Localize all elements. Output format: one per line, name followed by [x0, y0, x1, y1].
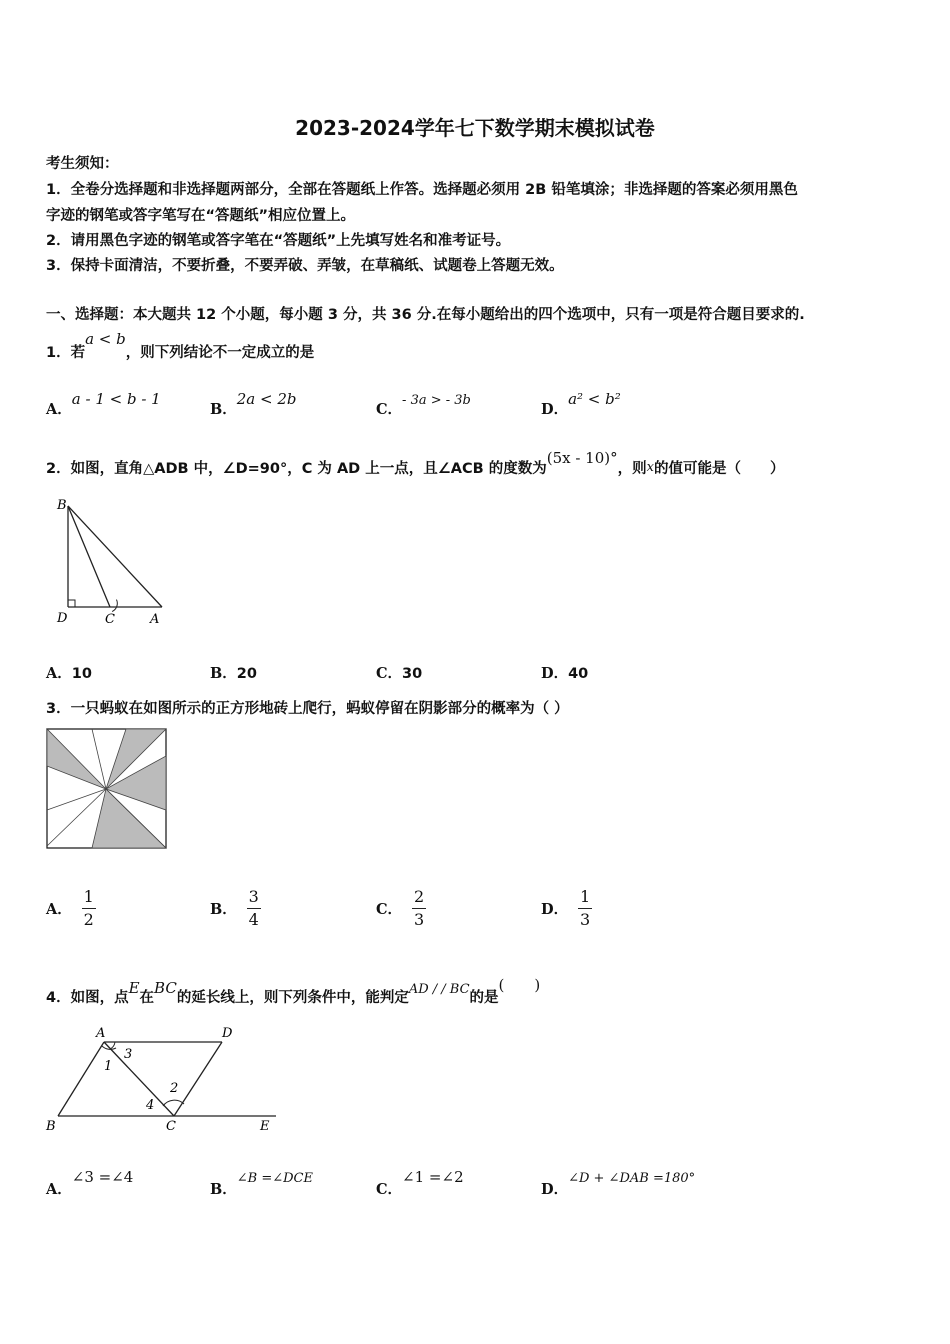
option-letter: C．	[376, 665, 403, 682]
q4-option-a[interactable]	[46, 1168, 134, 1199]
q1-option-d[interactable]	[541, 390, 621, 419]
option-fraction	[247, 888, 261, 929]
side-dc	[174, 1042, 222, 1116]
label-b: B	[57, 498, 67, 513]
q2-option-c[interactable]	[376, 662, 422, 683]
label-angle-3: 3	[124, 1047, 133, 1062]
label-d: D	[57, 611, 68, 626]
option-letter: B．	[210, 401, 237, 418]
q2-option-b[interactable]	[210, 662, 257, 683]
q1-prefix: 1．若	[46, 345, 86, 361]
q1-option-c[interactable]	[376, 393, 471, 419]
label-a: A	[96, 1026, 106, 1041]
q3-stem: 3．一只蚂蚁在如图所示的正方形地砖上爬行，蚂蚁停留在阴影部分的概率为（ ）	[46, 701, 569, 717]
q2-expression: (5x - 10)°	[546, 449, 618, 467]
option-letter: C．	[376, 1181, 403, 1198]
right-angle-mark	[68, 600, 75, 607]
option-letter: B．	[210, 665, 237, 682]
denominator: 3	[413, 910, 425, 929]
label-angle-1: 1	[104, 1059, 113, 1074]
q2-variable: x	[646, 460, 654, 475]
fraction-bar	[578, 908, 592, 909]
option-letter: A．	[46, 901, 72, 918]
denominator: 4	[248, 910, 259, 929]
option-letter: C．	[376, 901, 403, 918]
option-value: ∠D + ∠DAB =180°	[568, 1171, 696, 1186]
option-value: 2a < 2b	[236, 390, 297, 408]
option-fraction	[412, 888, 426, 929]
option-value: 20	[236, 666, 257, 682]
angle-arc	[108, 600, 120, 612]
numerator: 2	[413, 887, 425, 906]
q4-part-2: 在	[139, 990, 155, 1006]
q4-point-e: E	[128, 979, 140, 997]
section-heading: 一、选择题：本大题共 12 个小题，每小题 3 分，共 36 分.在每小题给出的四个选项中，只有一项是符合题目要求的.	[46, 307, 805, 323]
option-value: 10	[71, 666, 92, 682]
option-value: - 3a > - 3b	[402, 393, 471, 408]
option-letter: D．	[541, 665, 569, 682]
q4-part-3: 的延长线上，则下列条件中，能判定	[176, 990, 409, 1006]
q2-triangle-figure	[48, 494, 178, 630]
option-value: a - 1 < b - 1	[71, 390, 161, 408]
option-value: a² < b²	[568, 390, 621, 408]
fraction-bar	[247, 908, 261, 909]
label-c: C	[166, 1119, 176, 1134]
option-value: ∠3 =∠4	[71, 1168, 134, 1186]
page-title: 2023-2024学年七下数学期末模拟试卷	[295, 116, 655, 140]
q3-square-tile-figure	[46, 728, 168, 850]
q4-segment-bc: BC	[154, 979, 177, 997]
q1-option-b[interactable]	[210, 390, 297, 419]
q1-suffix: ，则下列结论不一定成立的是	[125, 345, 315, 361]
q1-stem	[46, 330, 315, 362]
q4-option-c[interactable]	[376, 1168, 464, 1199]
q4-option-d[interactable]	[541, 1171, 696, 1199]
option-letter: B．	[210, 901, 237, 918]
numerator: 1	[579, 887, 591, 906]
q1-condition: a < b	[85, 330, 126, 348]
denominator: 2	[83, 910, 94, 929]
side-ab	[58, 1042, 104, 1116]
angle-arc-3	[110, 1042, 115, 1049]
q4-option-b[interactable]	[210, 1171, 313, 1199]
q1-option-a[interactable]	[46, 390, 161, 419]
option-letter: C．	[376, 401, 403, 418]
notice-heading: 考生须知：	[46, 156, 119, 172]
option-value: ∠B =∠DCE	[236, 1171, 313, 1186]
q3-option-b[interactable]	[210, 888, 261, 929]
numerator: 3	[248, 887, 259, 906]
option-letter: A．	[46, 665, 72, 682]
option-value: 40	[568, 666, 589, 682]
q3-option-c[interactable]	[376, 888, 426, 929]
q4-stem	[46, 976, 541, 1007]
label-e: E	[260, 1119, 270, 1134]
notice-line-1: 1．全卷分选择题和非选择题两部分，全部在答题纸上作答。选择题必须用 2B 铅笔填涂；非选择题的答案必须用黑色	[46, 182, 798, 198]
label-d: D	[222, 1026, 233, 1041]
option-fraction	[82, 888, 96, 929]
q4-parallelogram-figure	[44, 1022, 280, 1138]
option-letter: A．	[46, 1181, 72, 1198]
notice-line-3: 3．保持卡面清洁，不要折叠，不要弄破、弄皱，在草稿纸、试题卷上答题无效。	[46, 258, 564, 274]
q4-part-4: 的是	[469, 990, 499, 1006]
fraction-bar	[412, 908, 426, 909]
option-value: 30	[402, 666, 423, 682]
q4-condition: AD / / BC	[408, 982, 470, 997]
option-letter: D．	[541, 401, 569, 418]
label-c: C	[105, 612, 115, 627]
side-ba	[68, 506, 162, 607]
q3-option-d[interactable]	[541, 888, 592, 929]
option-fraction	[578, 888, 592, 929]
notice-line-2: 2．请用黑色字迹的钢笔或答字笔在“答题纸”上先填写姓名和准考证号。	[46, 233, 511, 249]
label-angle-4: 4	[146, 1098, 155, 1113]
label-angle-2: 2	[170, 1081, 179, 1096]
q2-option-a[interactable]	[46, 662, 92, 683]
option-letter: B．	[210, 1181, 237, 1198]
option-letter: D．	[541, 901, 569, 918]
option-value: ∠1 =∠2	[402, 1168, 464, 1186]
option-letter: A．	[46, 401, 72, 418]
option-letter: D．	[541, 1181, 569, 1198]
numerator: 1	[83, 887, 94, 906]
q2-prefix: 2．如图，直角△ADB 中，∠D=90°，C 为 AD 上一点，且∠ACB 的度数为	[46, 461, 547, 477]
notice-line-1b: 字迹的钢笔或答字笔写在“答题纸”相应位置上。	[46, 208, 356, 224]
q2-suffix: 的值可能是（ ）	[653, 461, 785, 477]
side-bc	[68, 506, 110, 607]
q4-part-1: 4．如图，点	[46, 990, 129, 1006]
q2-option-d[interactable]	[541, 662, 588, 683]
q2-stem	[46, 449, 785, 478]
label-b: B	[46, 1119, 56, 1134]
q4-paren: ( )	[498, 976, 541, 994]
denominator: 3	[579, 910, 591, 929]
fraction-bar	[82, 908, 96, 909]
label-a: A	[150, 612, 160, 627]
q2-mid: ，则	[617, 461, 647, 477]
q3-option-a[interactable]	[46, 888, 96, 929]
